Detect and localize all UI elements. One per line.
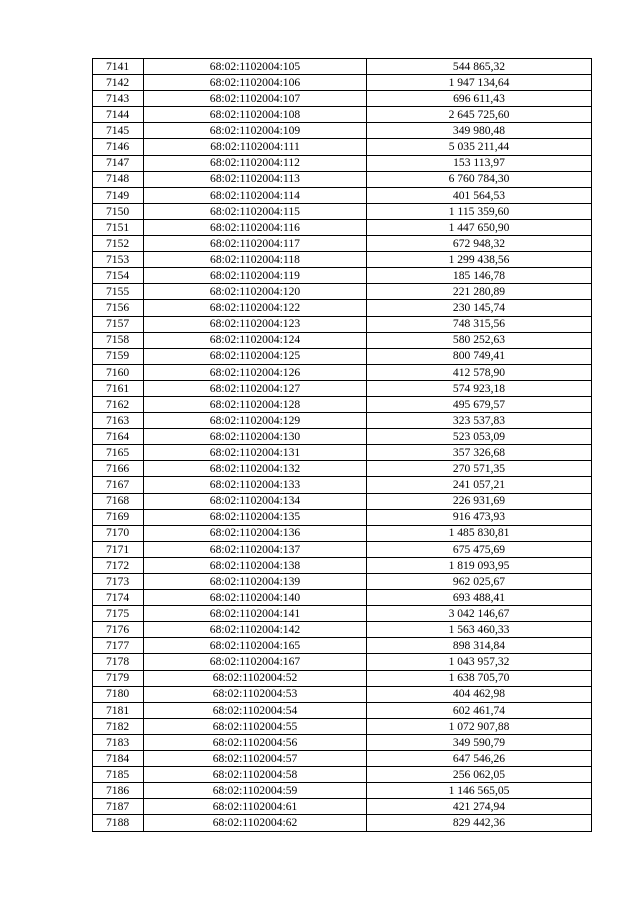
- table-row: [93, 815, 592, 831]
- cadastral-number-cell: 68:02:1102004:132: [144, 461, 367, 477]
- cadastral-number-cell: 68:02:1102004:120: [144, 284, 367, 300]
- cadastral-number-cell: 68:02:1102004:134: [144, 493, 367, 509]
- table-row: [93, 268, 592, 284]
- row-number-cell: 7156: [93, 300, 144, 316]
- cadastral-value-cell: 2 645 725,60: [367, 107, 592, 123]
- cadastral-value-cell: 696 611,43: [367, 91, 592, 107]
- cadastral-number-cell: 68:02:1102004:141: [144, 606, 367, 622]
- cadastral-number-cell: 68:02:1102004:130: [144, 429, 367, 445]
- cadastral-value-cell: 401 564,53: [367, 187, 592, 203]
- cadastral-number-cell: 68:02:1102004:105: [144, 59, 367, 75]
- cadastral-value-cell: 270 571,35: [367, 461, 592, 477]
- cadastral-value-cell: 1 447 650,90: [367, 219, 592, 235]
- cadastral-value-cell: 574 923,18: [367, 380, 592, 396]
- row-number-cell: 7175: [93, 606, 144, 622]
- cadastral-number-cell: 68:02:1102004:133: [144, 477, 367, 493]
- row-number-cell: 7176: [93, 622, 144, 638]
- cadastral-number-cell: 68:02:1102004:56: [144, 734, 367, 750]
- cadastral-number-cell: 68:02:1102004:131: [144, 445, 367, 461]
- table-row: [93, 461, 592, 477]
- cadastral-value-cell: 1 819 093,95: [367, 557, 592, 573]
- table-row: [93, 541, 592, 557]
- cadastral-value-cell: 185 146,78: [367, 268, 592, 284]
- cadastral-value-cell: 829 442,36: [367, 815, 592, 831]
- row-number-cell: 7142: [93, 75, 144, 91]
- row-number-cell: 7185: [93, 767, 144, 783]
- table-row: [93, 364, 592, 380]
- table-row: [93, 316, 592, 332]
- table-row: [93, 348, 592, 364]
- table-row: [93, 799, 592, 815]
- cadastral-number-cell: 68:02:1102004:125: [144, 348, 367, 364]
- cadastral-number-cell: 68:02:1102004:114: [144, 187, 367, 203]
- row-number-cell: 7184: [93, 751, 144, 767]
- table-row: [93, 187, 592, 203]
- table-row: [93, 75, 592, 91]
- row-number-cell: 7159: [93, 348, 144, 364]
- cadastral-value-cell: 1 043 957,32: [367, 654, 592, 670]
- row-number-cell: 7182: [93, 718, 144, 734]
- cadastral-number-cell: 68:02:1102004:61: [144, 799, 367, 815]
- cadastral-number-cell: 68:02:1102004:58: [144, 767, 367, 783]
- cadastral-number-cell: 68:02:1102004:57: [144, 751, 367, 767]
- row-number-cell: 7170: [93, 525, 144, 541]
- cadastral-number-cell: 68:02:1102004:112: [144, 155, 367, 171]
- cadastral-value-cell: 1 947 134,64: [367, 75, 592, 91]
- cadastral-value-cell: 693 488,41: [367, 590, 592, 606]
- table-body: [93, 59, 592, 832]
- cadastral-value-cell: 916 473,93: [367, 509, 592, 525]
- cadastral-number-cell: 68:02:1102004:108: [144, 107, 367, 123]
- table-row: [93, 252, 592, 268]
- cadastral-number-cell: 68:02:1102004:54: [144, 702, 367, 718]
- cadastral-value-cell: 226 931,69: [367, 493, 592, 509]
- table-row: [93, 203, 592, 219]
- cadastral-value-cell: 962 025,67: [367, 574, 592, 590]
- row-number-cell: 7174: [93, 590, 144, 606]
- row-number-cell: 7186: [93, 783, 144, 799]
- table-row: [93, 783, 592, 799]
- cadastral-number-cell: 68:02:1102004:167: [144, 654, 367, 670]
- row-number-cell: 7158: [93, 332, 144, 348]
- table-row: [93, 332, 592, 348]
- cadastral-number-cell: 68:02:1102004:127: [144, 380, 367, 396]
- row-number-cell: 7167: [93, 477, 144, 493]
- row-number-cell: 7145: [93, 123, 144, 139]
- cadastral-value-cell: 1 638 705,70: [367, 670, 592, 686]
- table-row: [93, 686, 592, 702]
- row-number-cell: 7141: [93, 59, 144, 75]
- cadastral-number-cell: 68:02:1102004:113: [144, 171, 367, 187]
- cadastral-value-table: [92, 58, 592, 832]
- cadastral-value-cell: 748 315,56: [367, 316, 592, 332]
- table-row: [93, 767, 592, 783]
- table-row: [93, 171, 592, 187]
- cadastral-number-cell: 68:02:1102004:53: [144, 686, 367, 702]
- row-number-cell: 7177: [93, 638, 144, 654]
- table-row: [93, 139, 592, 155]
- row-number-cell: 7165: [93, 445, 144, 461]
- cadastral-value-cell: 523 053,09: [367, 429, 592, 445]
- row-number-cell: 7166: [93, 461, 144, 477]
- row-number-cell: 7183: [93, 734, 144, 750]
- table-row: [93, 638, 592, 654]
- cadastral-number-cell: 68:02:1102004:136: [144, 525, 367, 541]
- cadastral-value-cell: 1 299 438,56: [367, 252, 592, 268]
- cadastral-number-cell: 68:02:1102004:109: [144, 123, 367, 139]
- row-number-cell: 7164: [93, 429, 144, 445]
- cadastral-number-cell: 68:02:1102004:122: [144, 300, 367, 316]
- table-row: [93, 380, 592, 396]
- cadastral-value-cell: 349 980,48: [367, 123, 592, 139]
- cadastral-value-cell: 5 035 211,44: [367, 139, 592, 155]
- cadastral-value-cell: 544 865,32: [367, 59, 592, 75]
- table-row: [93, 670, 592, 686]
- row-number-cell: 7180: [93, 686, 144, 702]
- row-number-cell: 7169: [93, 509, 144, 525]
- cadastral-value-cell: 349 590,79: [367, 734, 592, 750]
- cadastral-value-cell: 1 485 830,81: [367, 525, 592, 541]
- table-row: [93, 284, 592, 300]
- table-row: [93, 123, 592, 139]
- cadastral-value-cell: 580 252,63: [367, 332, 592, 348]
- row-number-cell: 7153: [93, 252, 144, 268]
- row-number-cell: 7178: [93, 654, 144, 670]
- cadastral-value-cell: 495 679,57: [367, 396, 592, 412]
- table-row: [93, 606, 592, 622]
- cadastral-value-cell: 675 475,69: [367, 541, 592, 557]
- table-row: [93, 429, 592, 445]
- table-row: [93, 718, 592, 734]
- cadastral-number-cell: 68:02:1102004:165: [144, 638, 367, 654]
- row-number-cell: 7154: [93, 268, 144, 284]
- cadastral-value-cell: 602 461,74: [367, 702, 592, 718]
- row-number-cell: 7160: [93, 364, 144, 380]
- row-number-cell: 7143: [93, 91, 144, 107]
- cadastral-value-cell: 404 462,98: [367, 686, 592, 702]
- row-number-cell: 7168: [93, 493, 144, 509]
- cadastral-value-cell: 1 115 359,60: [367, 203, 592, 219]
- cadastral-number-cell: 68:02:1102004:123: [144, 316, 367, 332]
- cadastral-number-cell: 68:02:1102004:62: [144, 815, 367, 831]
- cadastral-number-cell: 68:02:1102004:111: [144, 139, 367, 155]
- table-row: [93, 557, 592, 573]
- row-number-cell: 7179: [93, 670, 144, 686]
- table-row: [93, 396, 592, 412]
- row-number-cell: 7163: [93, 413, 144, 429]
- row-number-cell: 7150: [93, 203, 144, 219]
- cadastral-number-cell: 68:02:1102004:107: [144, 91, 367, 107]
- cadastral-number-cell: 68:02:1102004:135: [144, 509, 367, 525]
- row-number-cell: 7161: [93, 380, 144, 396]
- row-number-cell: 7171: [93, 541, 144, 557]
- cadastral-number-cell: 68:02:1102004:116: [144, 219, 367, 235]
- table-row: [93, 445, 592, 461]
- cadastral-number-cell: 68:02:1102004:140: [144, 590, 367, 606]
- table-row: [93, 477, 592, 493]
- cadastral-value-cell: 153 113,97: [367, 155, 592, 171]
- row-number-cell: 7187: [93, 799, 144, 815]
- cadastral-number-cell: 68:02:1102004:126: [144, 364, 367, 380]
- row-number-cell: 7152: [93, 236, 144, 252]
- row-number-cell: 7172: [93, 557, 144, 573]
- row-number-cell: 7173: [93, 574, 144, 590]
- cadastral-value-cell: 3 042 146,67: [367, 606, 592, 622]
- cadastral-number-cell: 68:02:1102004:117: [144, 236, 367, 252]
- cadastral-number-cell: 68:02:1102004:139: [144, 574, 367, 590]
- cadastral-value-cell: 1 146 565,05: [367, 783, 592, 799]
- cadastral-value-cell: 241 057,21: [367, 477, 592, 493]
- cadastral-number-cell: 68:02:1102004:138: [144, 557, 367, 573]
- cadastral-number-cell: 68:02:1102004:129: [144, 413, 367, 429]
- cadastral-value-cell: 672 948,32: [367, 236, 592, 252]
- cadastral-value-cell: 800 749,41: [367, 348, 592, 364]
- cadastral-number-cell: 68:02:1102004:115: [144, 203, 367, 219]
- table-row: [93, 654, 592, 670]
- table-row: [93, 590, 592, 606]
- row-number-cell: 7162: [93, 396, 144, 412]
- row-number-cell: 7147: [93, 155, 144, 171]
- row-number-cell: 7151: [93, 219, 144, 235]
- table-row: [93, 622, 592, 638]
- cadastral-value-cell: 421 274,94: [367, 799, 592, 815]
- table-row: [93, 219, 592, 235]
- cadastral-value-cell: 1 072 907,88: [367, 718, 592, 734]
- row-number-cell: 7157: [93, 316, 144, 332]
- cadastral-value-cell: 221 280,89: [367, 284, 592, 300]
- cadastral-value-cell: 6 760 784,30: [367, 171, 592, 187]
- row-number-cell: 7146: [93, 139, 144, 155]
- cadastral-number-cell: 68:02:1102004:106: [144, 75, 367, 91]
- table-row: [93, 91, 592, 107]
- row-number-cell: 7155: [93, 284, 144, 300]
- cadastral-value-cell: 323 537,83: [367, 413, 592, 429]
- cadastral-value-cell: 230 145,74: [367, 300, 592, 316]
- table-row: [93, 413, 592, 429]
- table-row: [93, 509, 592, 525]
- cadastral-number-cell: 68:02:1102004:55: [144, 718, 367, 734]
- table-row: [93, 525, 592, 541]
- table-row: [93, 493, 592, 509]
- cadastral-value-cell: 412 578,90: [367, 364, 592, 380]
- cadastral-number-cell: 68:02:1102004:52: [144, 670, 367, 686]
- table-row: [93, 574, 592, 590]
- cadastral-number-cell: 68:02:1102004:118: [144, 252, 367, 268]
- cadastral-value-cell: 647 546,26: [367, 751, 592, 767]
- cadastral-value-cell: 256 062,05: [367, 767, 592, 783]
- table-row: [93, 751, 592, 767]
- table-row: [93, 702, 592, 718]
- cadastral-number-cell: 68:02:1102004:119: [144, 268, 367, 284]
- cadastral-number-cell: 68:02:1102004:124: [144, 332, 367, 348]
- table-row: [93, 300, 592, 316]
- cadastral-number-cell: 68:02:1102004:59: [144, 783, 367, 799]
- table-row: [93, 236, 592, 252]
- table-row: [93, 59, 592, 75]
- cadastral-value-cell: 1 563 460,33: [367, 622, 592, 638]
- row-number-cell: 7148: [93, 171, 144, 187]
- table-row: [93, 107, 592, 123]
- table-row: [93, 155, 592, 171]
- table-row: [93, 734, 592, 750]
- row-number-cell: 7181: [93, 702, 144, 718]
- cadastral-number-cell: 68:02:1102004:142: [144, 622, 367, 638]
- cadastral-value-cell: 357 326,68: [367, 445, 592, 461]
- row-number-cell: 7188: [93, 815, 144, 831]
- cadastral-value-cell: 898 314,84: [367, 638, 592, 654]
- row-number-cell: 7149: [93, 187, 144, 203]
- cadastral-number-cell: 68:02:1102004:128: [144, 396, 367, 412]
- row-number-cell: 7144: [93, 107, 144, 123]
- cadastral-number-cell: 68:02:1102004:137: [144, 541, 367, 557]
